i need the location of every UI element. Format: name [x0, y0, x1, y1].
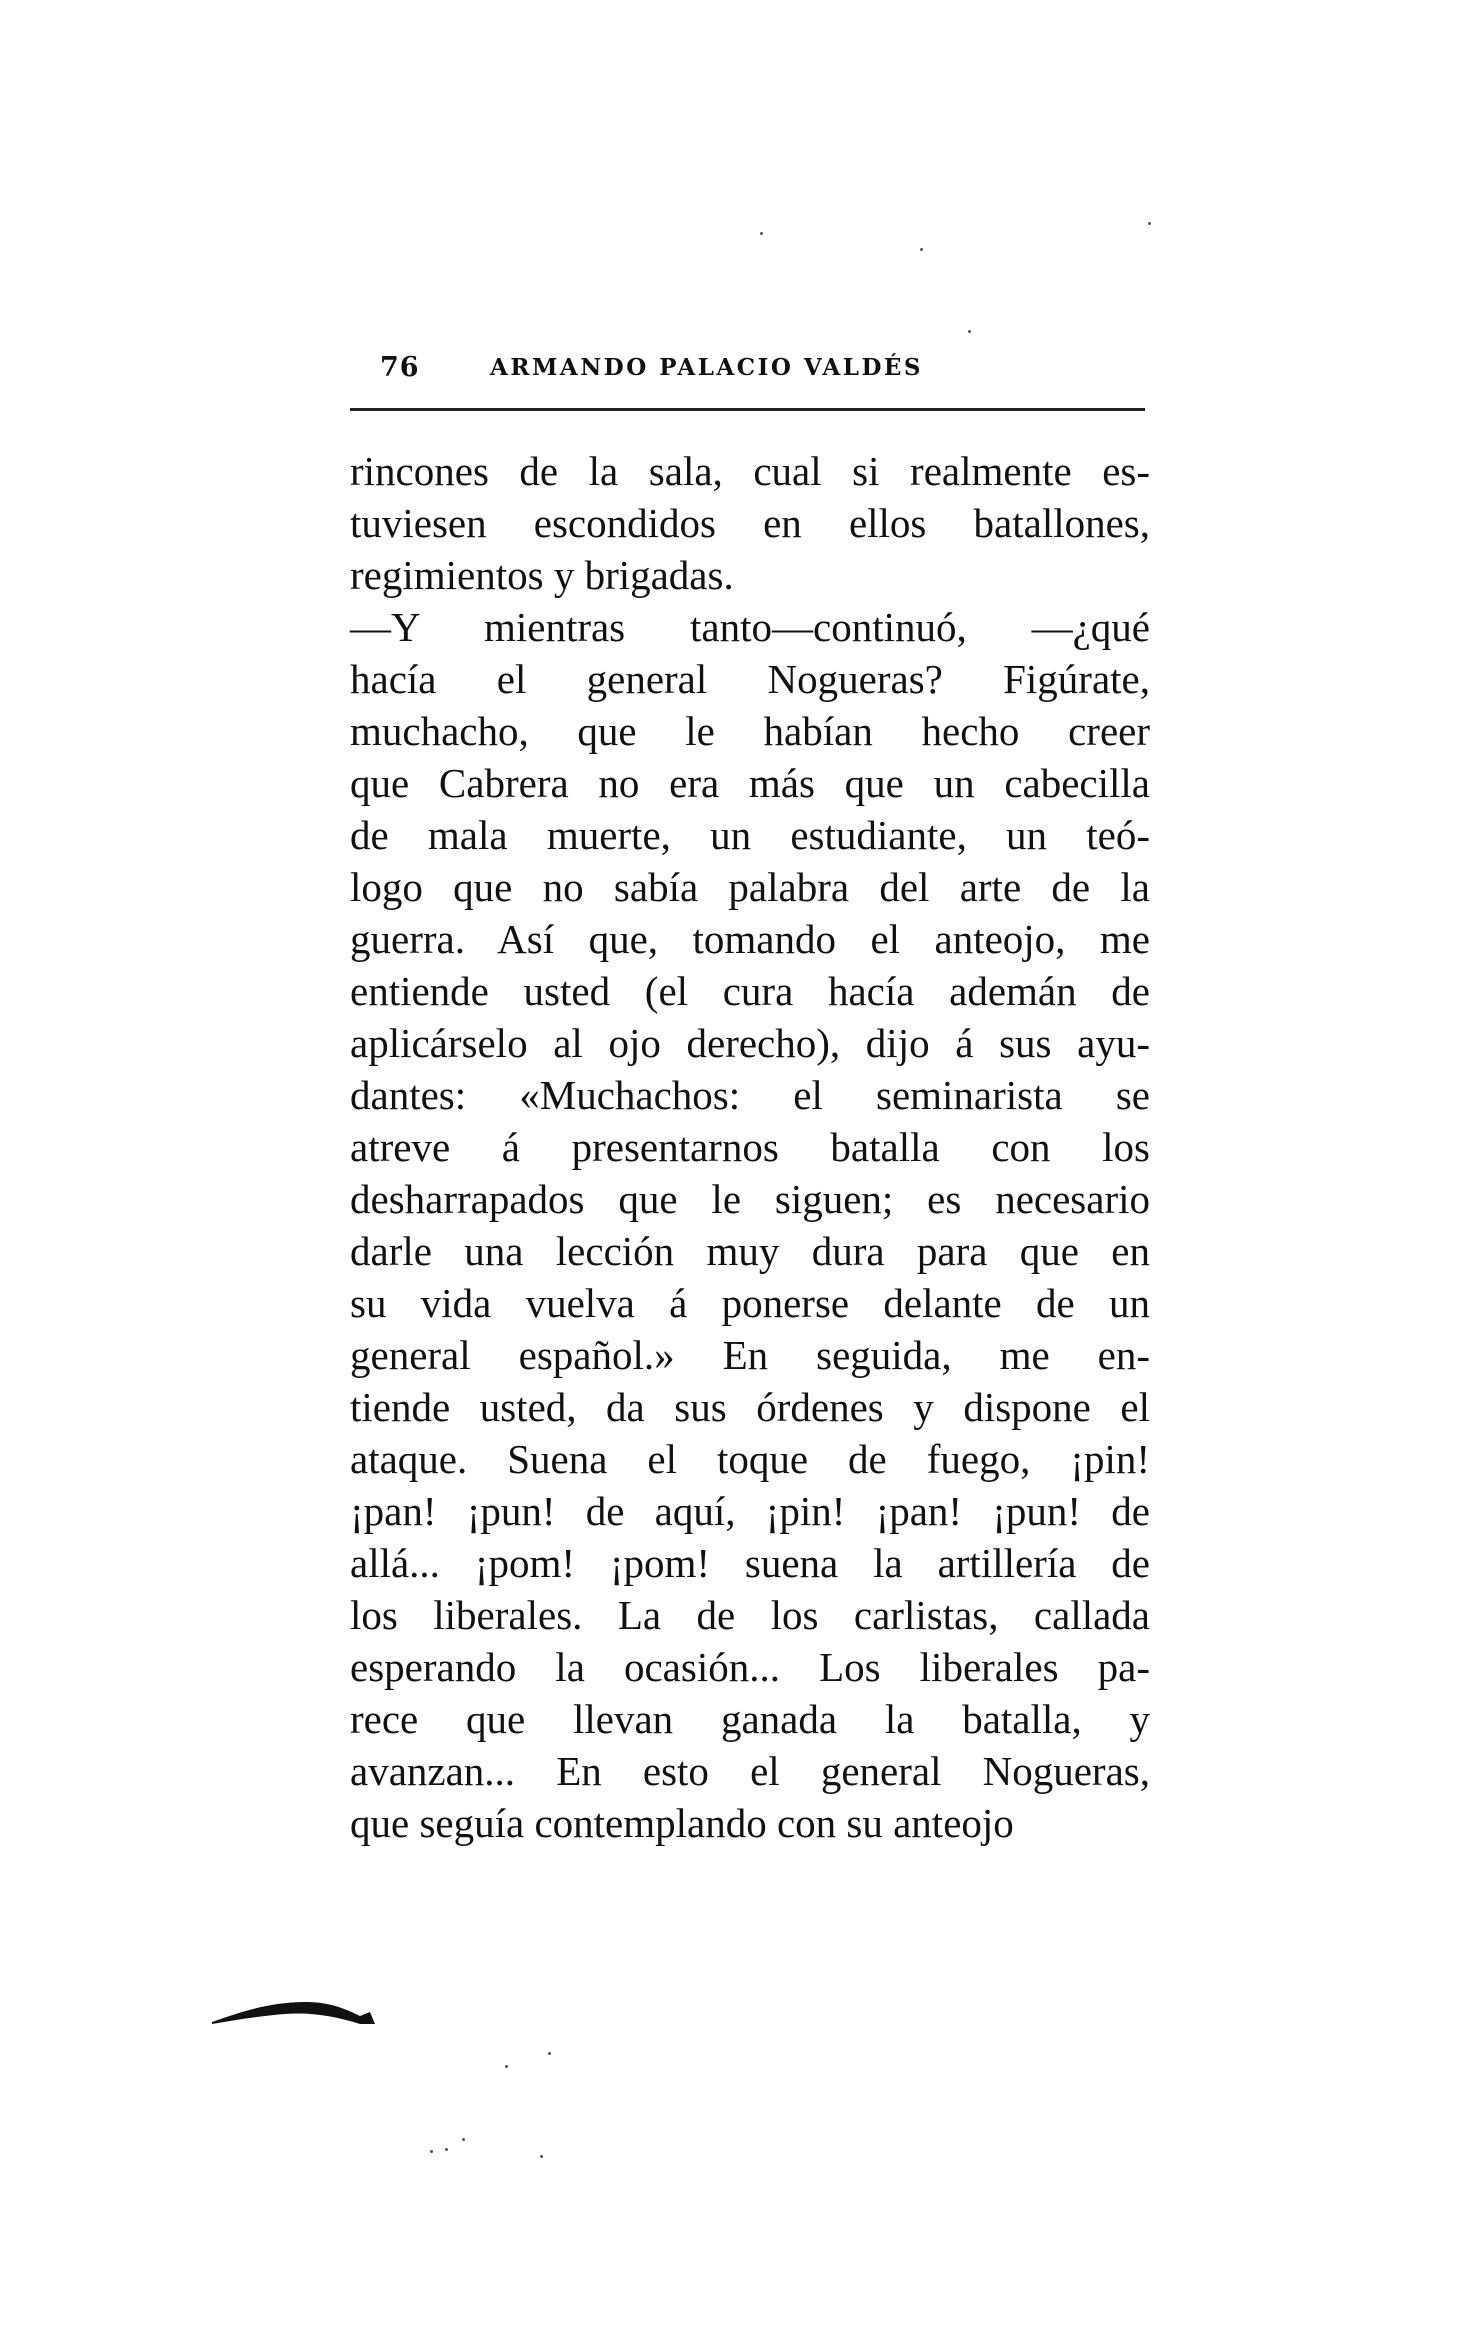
- paper-speck: [430, 2150, 433, 2153]
- text-line: guerra. Así que, tomando el anteojo, me: [350, 916, 1150, 962]
- text-line: dantes: «Muchachos: el seminarista se: [350, 1072, 1150, 1118]
- paper-speck: [548, 2052, 551, 2055]
- text-line: ataque. Suena el toque de fuego, ¡pin!: [350, 1436, 1150, 1482]
- text-line: muchacho, que le habían hecho creer: [350, 708, 1150, 754]
- text-line: su vida vuelva á ponerse delante de un: [350, 1280, 1150, 1326]
- text-line: tuviesen escondidos en ellos batallones,: [350, 500, 1150, 546]
- text-line: regimientos y brigadas.: [350, 552, 734, 598]
- text-line: aplicárselo al ojo derecho), dijo á sus ayu-: [350, 1020, 1150, 1066]
- ink-smudge-mark: [210, 1990, 380, 2030]
- paper-speck: [760, 232, 763, 235]
- text-line: tiende usted, da sus órdenes y dispone el: [350, 1384, 1150, 1430]
- body-text: [350, 445, 1150, 1849]
- paper-speck: [1148, 222, 1151, 225]
- text-line: rece que llevan ganada la batalla, y: [350, 1696, 1150, 1742]
- text-line: allá... ¡pom! ¡pom! suena la artillería de: [350, 1540, 1150, 1586]
- text-line: avanzan... En esto el general Nogueras,: [350, 1748, 1150, 1794]
- page-number: 76: [380, 352, 420, 383]
- paper-speck: [505, 2065, 508, 2068]
- text-line: de mala muerte, un estudiante, un teó-: [350, 812, 1150, 858]
- text-line: que seguía contemplando con su anteojo: [350, 1800, 1014, 1846]
- running-head: ARMANDO PALACIO VALDÉS: [490, 354, 924, 381]
- paper-speck: [462, 2138, 465, 2141]
- text-line: logo que no sabía palabra del arte de la: [350, 864, 1150, 910]
- text-line: darle una lección muy dura para que en: [350, 1228, 1150, 1274]
- text-line: desharrapados que le siguen; es necesario: [350, 1176, 1150, 1222]
- paper-speck: [920, 248, 923, 251]
- text-line: entiende usted (el cura hacía ademán de: [350, 968, 1150, 1014]
- text-line: rincones de la sala, cual si realmente es-: [350, 448, 1150, 494]
- paper-speck: [968, 330, 971, 333]
- text-line: los liberales. La de los carlistas, callada: [350, 1592, 1150, 1638]
- text-line: hacía el general Nogueras? Figúrate,: [350, 656, 1150, 702]
- text-line: ¡pan! ¡pun! de aquí, ¡pin! ¡pan! ¡pun! de: [350, 1488, 1150, 1534]
- text-line: general español.» En seguida, me en-: [350, 1332, 1150, 1378]
- text-line: —Y mientras tanto—continuó, —¿qué: [350, 604, 1150, 650]
- text-line: que Cabrera no era más que un cabecilla: [350, 760, 1150, 806]
- paper-speck: [540, 2155, 543, 2158]
- text-line: atreve á presentarnos batalla con los: [350, 1124, 1150, 1170]
- text-line: esperando la ocasión... Los liberales pa-: [350, 1644, 1150, 1690]
- page-header: [380, 352, 1145, 392]
- header-rule: [350, 408, 1145, 411]
- paper-speck: [445, 2148, 448, 2151]
